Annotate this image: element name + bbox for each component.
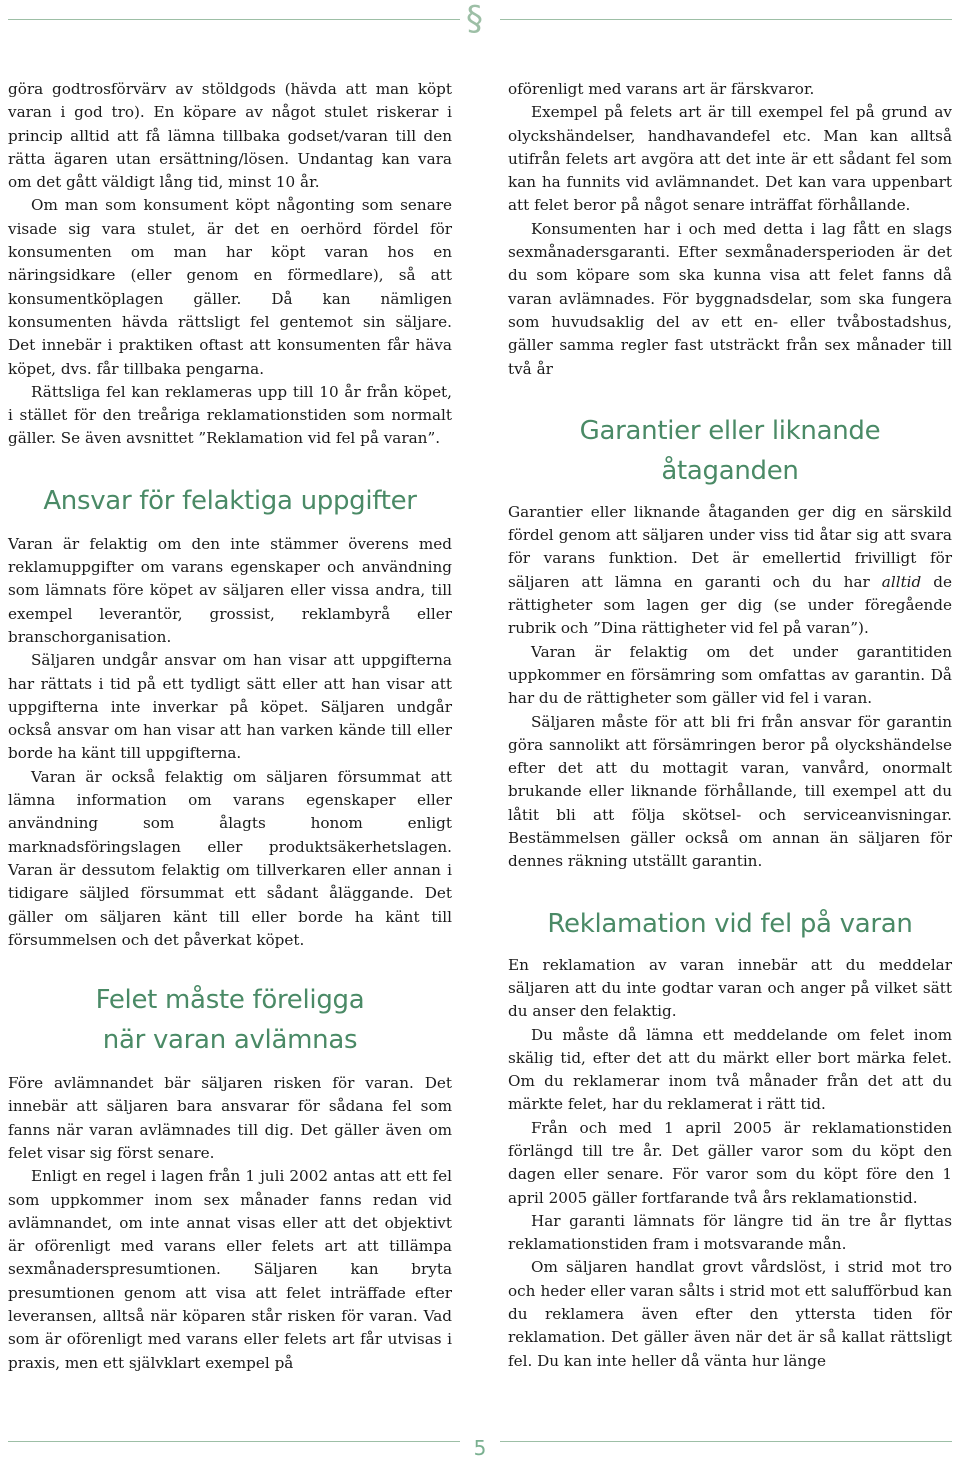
footer-rule-right <box>500 1441 952 1442</box>
paragraph: Om säljaren handlat grovt vårdslöst, i strid mot tro och heder eller varan sålts i strid mot ett salufförbud kan du reklamera även efter den yttersta tiden för reklamation. Det gäller även när det är så kallat rättsligt fel. Du kan inte heller då vänta hur länge <box>508 1258 952 1370</box>
paragraph: Enligt en regel i lagen från 1 juli 2002 antas att ett fel som uppkommer inom sex månader fanns redan vid avlämnandet, om inte annat visas eller att det objektivt är oförenligt med varans eller felets art att tillämpa sexmånaderspresumtionen. Säljaren kan bryta presumtionen genom att visa att felet inträffade efter leveransen, alltså när köparen står risken för varan. Vad som är oförenligt med varans eller felets art får utvisas i praxis, men ett självklart exempel på <box>8 1167 452 1372</box>
section-symbol: § <box>466 0 483 39</box>
paragraph: Säljaren måste för att bli fri från ansvar för garantin göra sannolikt att försämringen beror på olyckshändelse efter det att du mottagit varan, vanvård, onormalt brukande eller liknande förhållande, till exempel att du låtit bli att följa skötsel- och serviceanvisningar. Bestämmelsen gäller också om annan än säljaren för dennes räkning utställt garantin. <box>508 712 952 871</box>
header-rule-left <box>8 19 460 20</box>
paragraph: Rättsliga fel kan reklameras upp till 10 år från köpet, i stället för den treåriga reklamationstiden som normalt gäller. Se även avsnittet ”Reklamation vid fel på varan”. <box>8 382 452 448</box>
page-number: 5 <box>473 1436 487 1460</box>
paragraph: Konsumenten har i och med detta i lag fått en slags sexmånadersgaranti. Efter sexmånadersperioden är det du som köpare som ska kunna visa att felet fanns då varan avlämnades. För byggnadsdelar, som ska fungera som huvudsaklig del av ett en- eller tvåbostadshus, gäller samma regler fast utsträckt från sex månader till två år <box>508 219 952 378</box>
header-rule-right <box>500 19 952 20</box>
emphasis: alltid <box>881 572 922 591</box>
paragraph: Om man som konsument köpt någonting som senare visade sig vara stulet, är det en oerhörd fördel för konsumenten om man har köpt varan hos en näringsidkare (eller genom en förmedlare), så att konsumentköplagen gäller. Då kan nämligen konsumenten hävda rättsligt fel gentemot sin säljare. Det innebär i praktiken oftast att konsumenten får häva köpet, dvs. får tillbaka pengarna. <box>8 196 452 378</box>
paragraph: Varan är också felaktig om säljaren försummat att lämna information om varans egenskaper eller användning som ålagts honom enligt marknadsföringslagen eller produktsäkerhetslagen. Varan är dessutom felaktig om tillverkaren eller annan i tidigare säljled försummat ett sådant åläggande. Det gäller om säljaren känt till eller borde ha känt till försummelsen och det påverkat köpet. <box>8 767 452 949</box>
paragraph: Varan är felaktig om den inte stämmer överens med reklamuppgifter om varans egenskaper och användning som lämnats före köpet av säljaren eller vissa andra, till exempel leverantör, grossist, reklambyrå eller branschorganisation. <box>8 534 452 646</box>
paragraph: oförenligt med varans art är färskvaror. <box>508 80 815 98</box>
heading-line: Felet måste föreligga <box>95 985 365 1016</box>
paragraph: Varan är felaktig om det under garantitiden uppkommer en försämring som omfattas av garantin. Då har du de rättigheter som gäller vid fel i varan. <box>508 642 952 708</box>
text-run: Garantier eller liknande åtaganden ger dig en särskild fördel genom att säljaren under viss tid åtar sig att svara för varans funktion. Det är emellertid frivilligt för säljaren att lämna en garanti och du har <box>508 502 952 591</box>
paragraph <box>508 501 952 641</box>
paragraph: En reklamation av varan innebär att du meddelar säljaren att du inte godtar varan och anger på vilket sätt du anser den felaktig. <box>508 955 952 1021</box>
section-heading-reklamation: Reklamation vid fel på varan <box>547 908 913 939</box>
paragraph: Säljaren undgår ansvar om han visar att uppgifterna har rättats i tid på ett tydligt sätt eller att han visar att uppgifterna inte inverkar på köpet. Säljaren undgår också ansvar om han visar att han varken kände till eller borde ha känt till uppgifterna. <box>8 651 452 763</box>
paragraph: Exempel på felets art är till exempel fel på grund av olyckshändelser, handhavandefel etc. Man kan alltså utifrån felets art avgöra att det inte är ett sådant fel som kan ha funnits vid avlämnandet. Det kan vara uppenbart att felet beror på något senare inträffat förhållande. <box>508 103 952 215</box>
heading-line: när varan avlämnas <box>102 1025 358 1056</box>
footer-rule-left <box>8 1441 460 1442</box>
paragraph: Du måste då lämna ett meddelande om felet inom skälig tid, efter det att du märkt eller bort märka felet. Om du reklamerar inom två månader från det att du märkte felet, har du reklamerat i rätt tid. <box>508 1025 952 1114</box>
heading-line: Garantier eller liknande <box>579 415 881 446</box>
section-heading-ansvar: Ansvar för felaktiga uppgifter <box>43 485 417 516</box>
section-heading-felet <box>8 980 452 1060</box>
paragraph: Före avlämnandet bär säljaren risken för varan. Det innebär att säljaren bara ansvarar för sådana fel som fanns när varan avlämnades till dig. Det gäller även om felet visar sig först senare. <box>8 1074 452 1162</box>
paragraph: göra godtrosförvärv av stöldgods (hävda att man köpt varan i god tro). En köpare av något stulet riskerar i princip alltid att få lämna tillbaka godset/varan till den rätta ägaren utan ersättning/lösen. Undantag kan vara om det gått väldigt lång tid, minst 10 år. <box>8 80 452 192</box>
heading-line: åtaganden <box>661 455 799 486</box>
left-column <box>8 78 452 1375</box>
right-column <box>508 78 952 1373</box>
text-run: de rättigheter som lagen ger dig (se under föregående rubrik och ”Dina rättigheter vid fel på varan”). <box>508 572 952 638</box>
paragraph: Har garanti lämnats för längre tid än tre år flyttas reklamationstiden fram i motsvarande mån. <box>508 1211 952 1254</box>
section-heading-garantier <box>508 411 952 491</box>
paragraph: Från och med 1 april 2005 är reklamationstiden förlängd till tre år. Det gäller varor som du köpt den dagen eller senare. För varor som du köpt före den 1 april 2005 gäller fortfarande två års reklamationstid. <box>508 1118 952 1207</box>
